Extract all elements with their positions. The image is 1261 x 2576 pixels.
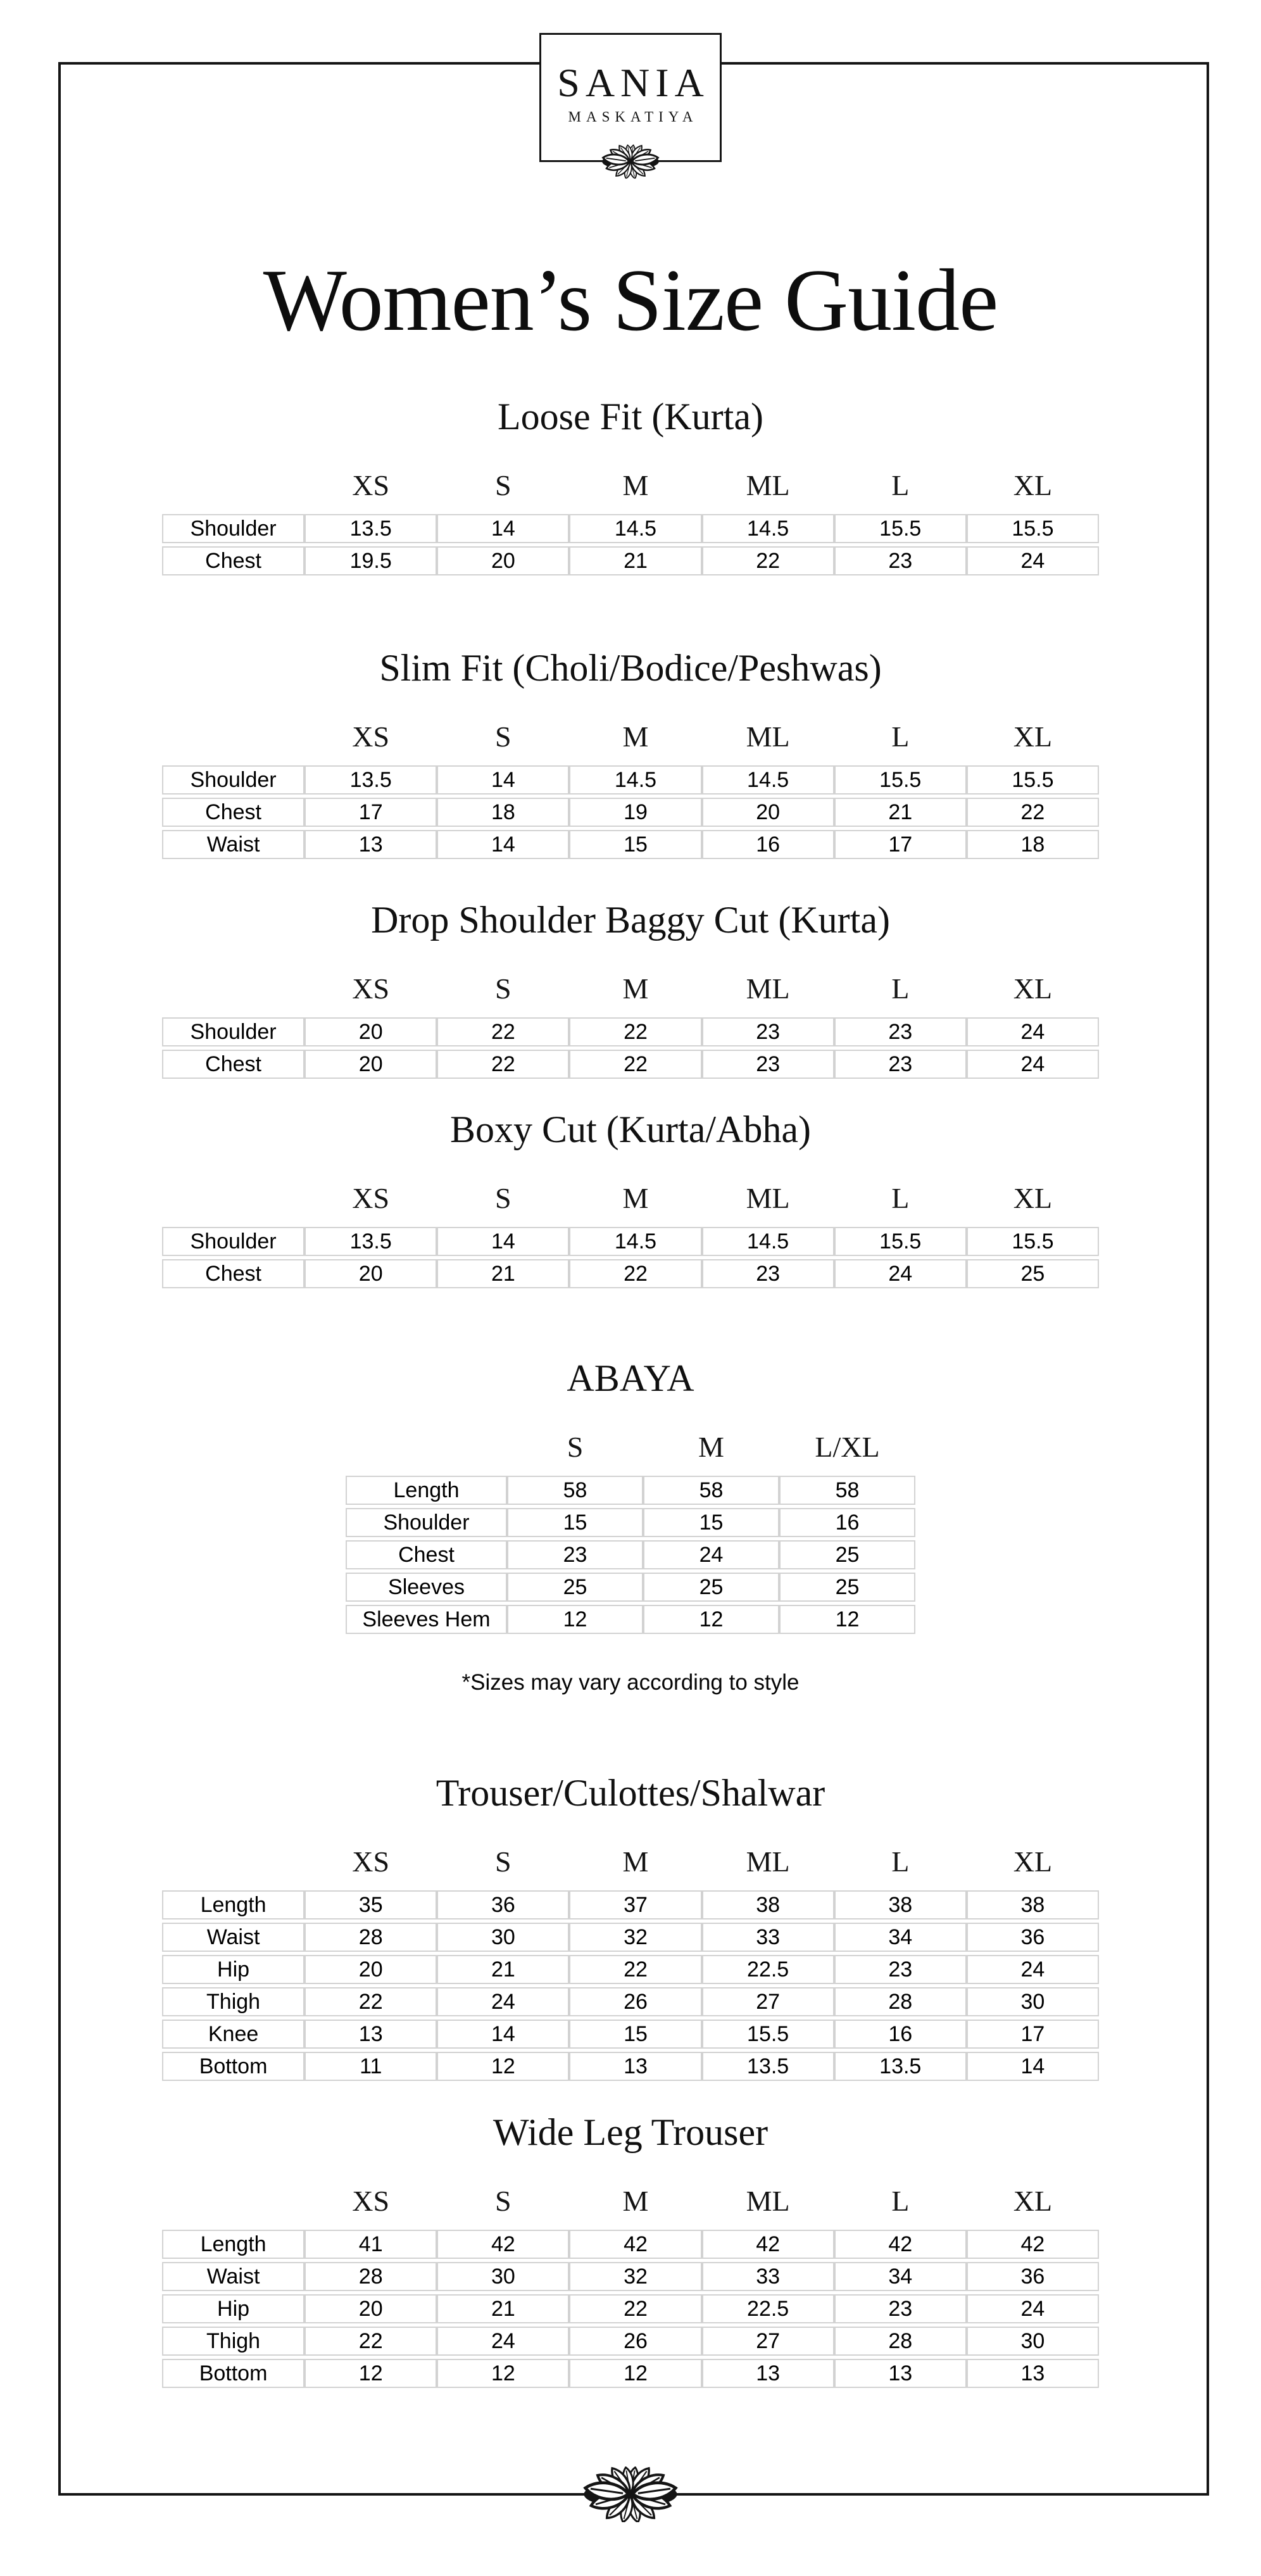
column-header: L [891, 972, 910, 1005]
size-value: 14.5 [702, 514, 834, 543]
table-row [162, 1987, 1099, 2016]
column-header: M [622, 1182, 649, 1214]
table-row [162, 2020, 1099, 2049]
size-value: 13.5 [834, 2052, 967, 2081]
size-value: 13 [304, 2020, 437, 2049]
size-header-row [162, 1844, 1099, 1887]
size-value: 20 [304, 1259, 437, 1288]
row-label: Shoulder [162, 1017, 304, 1046]
size-value: 14 [437, 830, 569, 859]
table-row [162, 546, 1099, 575]
size-value: 25 [643, 1573, 779, 1602]
size-value: 14.5 [569, 1227, 701, 1256]
size-value: 38 [702, 1890, 834, 1919]
row-label: Length [162, 1890, 304, 1919]
size-value: 20 [304, 1050, 437, 1079]
size-value: 12 [779, 1605, 915, 1634]
size-value: 23 [507, 1540, 643, 1569]
size-value: 23 [834, 2294, 967, 2323]
size-value: 42 [967, 2230, 1099, 2259]
size-value: 25 [779, 1573, 915, 1602]
column-header: S [495, 720, 511, 753]
size-value: 18 [437, 798, 569, 827]
size-value: 12 [507, 1605, 643, 1634]
size-value: 13.5 [304, 1227, 437, 1256]
column-header: L [891, 2185, 910, 2217]
size-value: 15 [569, 2020, 701, 2049]
header-spacer-cell [162, 1181, 304, 1224]
column-header: M [622, 1845, 649, 1878]
row-label: Sleeves [346, 1573, 507, 1602]
section-title: Drop Shoulder Baggy Cut (Kurta) [371, 899, 890, 941]
column-header: XS [352, 2185, 390, 2217]
size-value: 21 [437, 1259, 569, 1288]
row-label: Chest [162, 546, 304, 575]
laurel-ornament-icon [581, 144, 680, 179]
size-value: 42 [569, 2230, 701, 2259]
size-value: 28 [834, 2327, 967, 2356]
row-label: Shoulder [162, 765, 304, 795]
size-value: 12 [304, 2359, 437, 2388]
column-header: ML [746, 469, 790, 501]
size-header-row [162, 468, 1099, 511]
row-label: Thigh [162, 2327, 304, 2356]
size-value: 32 [569, 1923, 701, 1952]
size-value: 22 [569, 1955, 701, 1984]
row-label: Thigh [162, 1987, 304, 2016]
row-label: Chest [162, 798, 304, 827]
table-row [162, 765, 1099, 795]
size-value: 14 [967, 2052, 1099, 2081]
size-value: 23 [834, 1017, 967, 1046]
size-value: 16 [779, 1508, 915, 1537]
size-value: 14.5 [569, 514, 701, 543]
size-value: 16 [702, 830, 834, 859]
section-title: Loose Fit (Kurta) [498, 396, 763, 437]
table-row [162, 2230, 1099, 2259]
table-row [346, 1508, 915, 1537]
row-label: Knee [162, 2020, 304, 2049]
column-header: XL [1013, 1845, 1053, 1878]
column-header: XL [1013, 1182, 1053, 1214]
size-value: 58 [779, 1476, 915, 1505]
size-value: 28 [304, 2262, 437, 2291]
size-value: 24 [967, 546, 1099, 575]
size-value: 23 [702, 1259, 834, 1288]
size-value: 58 [507, 1476, 643, 1505]
size-value: 30 [437, 1923, 569, 1952]
column-header: M [622, 720, 649, 753]
size-section [0, 1355, 1261, 1697]
size-value: 24 [643, 1540, 779, 1569]
column-header: L [891, 469, 910, 501]
size-value: 16 [834, 2020, 967, 2049]
row-label: Bottom [162, 2359, 304, 2388]
row-label: Waist [162, 2262, 304, 2291]
size-value: 20 [304, 2294, 437, 2323]
size-value: 25 [967, 1259, 1099, 1288]
size-value: 37 [569, 1890, 701, 1919]
size-value: 41 [304, 2230, 437, 2259]
column-header: XL [1013, 469, 1053, 501]
size-value: 34 [834, 1923, 967, 1952]
row-label: Waist [162, 1923, 304, 1952]
size-table [162, 2180, 1099, 2391]
page-title: Women’s Size Guide [263, 251, 998, 349]
size-header-row [162, 2183, 1099, 2227]
size-value: 20 [304, 1955, 437, 1984]
size-value: 13 [834, 2359, 967, 2388]
size-value: 21 [569, 546, 701, 575]
section-title: Slim Fit (Choli/Bodice/Peshwas) [379, 647, 882, 689]
sizes-note: *Sizes may vary according to style [461, 1670, 800, 1695]
column-header: XS [352, 469, 390, 501]
size-header-row [162, 719, 1099, 762]
size-value: 14 [437, 765, 569, 795]
header-spacer-cell [162, 971, 304, 1014]
size-value: 24 [834, 1259, 967, 1288]
size-value: 24 [967, 2294, 1099, 2323]
size-value: 22.5 [702, 2294, 834, 2323]
size-table [346, 1426, 915, 1637]
size-value: 42 [702, 2230, 834, 2259]
column-header: L [891, 720, 910, 753]
size-table [162, 968, 1099, 1082]
size-value: 13 [967, 2359, 1099, 2388]
section-title: Boxy Cut (Kurta/Abha) [450, 1109, 811, 1150]
size-value: 32 [569, 2262, 701, 2291]
column-header: ML [746, 2185, 790, 2217]
size-header-row [162, 971, 1099, 1014]
size-value: 13.5 [304, 765, 437, 795]
table-row [162, 830, 1099, 859]
size-section [0, 2109, 1261, 2391]
size-value: 12 [569, 2359, 701, 2388]
size-value: 15.5 [967, 765, 1099, 795]
size-value: 15.5 [702, 2020, 834, 2049]
brand-name: SANIA [557, 60, 710, 105]
table-row [346, 1605, 915, 1634]
table-row [162, 2359, 1099, 2388]
size-value: 26 [569, 1987, 701, 2016]
size-value: 30 [967, 1987, 1099, 2016]
row-label: Shoulder [346, 1508, 507, 1537]
row-label: Hip [162, 1955, 304, 1984]
section-title: Wide Leg Trouser [492, 2111, 769, 2153]
column-header: S [495, 1182, 511, 1214]
size-value: 36 [967, 1923, 1099, 1952]
column-header: XS [352, 972, 390, 1005]
size-value: 17 [967, 2020, 1099, 2049]
size-value: 13 [702, 2359, 834, 2388]
size-value: 27 [702, 2327, 834, 2356]
table-row [162, 1227, 1099, 1256]
size-value: 33 [702, 2262, 834, 2291]
size-value: 28 [834, 1987, 967, 2016]
section-title: Trouser/Culottes/Shalwar [436, 1772, 825, 1814]
size-value: 38 [967, 1890, 1099, 1919]
column-header: M [622, 972, 649, 1005]
size-value: 30 [967, 2327, 1099, 2356]
size-value: 20 [702, 798, 834, 827]
size-table [162, 1178, 1099, 1291]
size-value: 13.5 [702, 2052, 834, 2081]
table-row [346, 1573, 915, 1602]
size-value: 20 [437, 546, 569, 575]
size-value: 22 [304, 2327, 437, 2356]
size-value: 24 [437, 1987, 569, 2016]
column-header: ML [746, 1182, 790, 1214]
size-value: 14 [437, 2020, 569, 2049]
size-value: 21 [437, 1955, 569, 1984]
size-value: 24 [967, 1050, 1099, 1079]
column-header: S [567, 1431, 584, 1463]
size-value: 20 [304, 1017, 437, 1046]
table-row [162, 798, 1099, 827]
size-table [162, 465, 1099, 579]
size-value: 11 [304, 2052, 437, 2081]
size-value: 15.5 [834, 765, 967, 795]
size-section [0, 645, 1261, 862]
table-row [162, 1890, 1099, 1919]
table-row [162, 2262, 1099, 2291]
size-value: 12 [437, 2359, 569, 2388]
section-title: ABAYA [567, 1357, 694, 1399]
column-header: XS [352, 1182, 390, 1214]
size-value: 25 [779, 1540, 915, 1569]
column-header: XL [1013, 720, 1053, 753]
size-value: 15 [643, 1508, 779, 1537]
table-row [162, 1955, 1099, 1984]
size-value: 23 [702, 1050, 834, 1079]
size-value: 15.5 [967, 1227, 1099, 1256]
size-section [0, 897, 1261, 1082]
size-section [0, 394, 1261, 579]
size-value: 15.5 [834, 1227, 967, 1256]
size-value: 22 [437, 1017, 569, 1046]
table-row [346, 1540, 915, 1569]
column-header: ML [746, 720, 790, 753]
size-value: 26 [569, 2327, 701, 2356]
row-label: Bottom [162, 2052, 304, 2081]
column-header: ML [746, 1845, 790, 1878]
row-label: Length [346, 1476, 507, 1505]
size-value: 19 [569, 798, 701, 827]
table-row [346, 1476, 915, 1505]
brand-subname: MASKATIYA [568, 109, 698, 125]
row-label: Sleeves Hem [346, 1605, 507, 1634]
size-value: 22 [569, 2294, 701, 2323]
table-row [162, 1259, 1099, 1288]
column-header: L [891, 1182, 910, 1214]
column-header: S [495, 972, 511, 1005]
size-value: 14.5 [702, 765, 834, 795]
size-value: 33 [702, 1923, 834, 1952]
table-row [162, 2294, 1099, 2323]
size-value: 23 [834, 546, 967, 575]
size-value: 30 [437, 2262, 569, 2291]
size-value: 35 [304, 1890, 437, 1919]
size-value: 22 [967, 798, 1099, 827]
row-label: Chest [162, 1259, 304, 1288]
size-value: 22 [304, 1987, 437, 2016]
size-table [162, 716, 1099, 862]
size-value: 18 [967, 830, 1099, 859]
column-header: S [495, 1845, 511, 1878]
header-spacer-cell [162, 2183, 304, 2227]
size-header-row [162, 1181, 1099, 1224]
size-value: 42 [834, 2230, 967, 2259]
size-value: 15.5 [967, 514, 1099, 543]
size-value: 24 [967, 1955, 1099, 1984]
size-value: 14 [437, 1227, 569, 1256]
size-value: 14 [437, 514, 569, 543]
size-value: 13 [304, 830, 437, 859]
row-label: Chest [162, 1050, 304, 1079]
laurel-ornament-icon [549, 2466, 712, 2522]
size-value: 12 [437, 2052, 569, 2081]
size-value: 15.5 [834, 514, 967, 543]
row-label: Chest [346, 1540, 507, 1569]
size-value: 22 [437, 1050, 569, 1079]
size-table [162, 1841, 1099, 2084]
size-sections [0, 394, 1261, 2391]
table-row [162, 1050, 1099, 1079]
size-value: 14.5 [569, 765, 701, 795]
size-value: 23 [702, 1017, 834, 1046]
size-value: 19.5 [304, 546, 437, 575]
table-row [162, 2052, 1099, 2081]
column-header: S [495, 2185, 511, 2217]
row-label: Shoulder [162, 514, 304, 543]
column-header: S [495, 469, 511, 501]
size-value: 12 [643, 1605, 779, 1634]
size-header-row [346, 1429, 915, 1473]
table-row [162, 1923, 1099, 1952]
row-label: Shoulder [162, 1227, 304, 1256]
row-label: Length [162, 2230, 304, 2259]
size-value: 13 [569, 2052, 701, 2081]
table-row [162, 2327, 1099, 2356]
column-header: XL [1013, 2185, 1053, 2217]
size-value: 17 [834, 830, 967, 859]
table-row [162, 1017, 1099, 1046]
size-value: 14.5 [702, 1227, 834, 1256]
size-value: 22 [702, 546, 834, 575]
size-value: 21 [834, 798, 967, 827]
size-value: 13.5 [304, 514, 437, 543]
size-value: 34 [834, 2262, 967, 2291]
size-value: 28 [304, 1923, 437, 1952]
size-value: 22 [569, 1017, 701, 1046]
column-header: M [622, 2185, 649, 2217]
size-value: 21 [437, 2294, 569, 2323]
size-value: 24 [437, 2327, 569, 2356]
row-label: Waist [162, 830, 304, 859]
size-value: 22 [569, 1050, 701, 1079]
column-header: L/XL [815, 1431, 880, 1463]
column-header: ML [746, 972, 790, 1005]
size-value: 36 [437, 1890, 569, 1919]
header-spacer-cell [162, 1844, 304, 1887]
column-header: M [622, 469, 649, 501]
size-value: 22 [569, 1259, 701, 1288]
size-value: 22.5 [702, 1955, 834, 1984]
size-value: 42 [437, 2230, 569, 2259]
size-value: 23 [834, 1050, 967, 1079]
size-value: 24 [967, 1017, 1099, 1046]
size-value: 15 [507, 1508, 643, 1537]
header-spacer-cell [162, 468, 304, 511]
brand-logo [539, 33, 722, 162]
header-spacer-cell [162, 719, 304, 762]
size-value: 58 [643, 1476, 779, 1505]
size-value: 23 [834, 1955, 967, 1984]
size-value: 25 [507, 1573, 643, 1602]
size-value: 15 [569, 830, 701, 859]
size-value: 38 [834, 1890, 967, 1919]
column-header: L [891, 1845, 910, 1878]
header-spacer-cell [346, 1429, 507, 1473]
row-label: Hip [162, 2294, 304, 2323]
size-value: 27 [702, 1987, 834, 2016]
column-header: M [698, 1431, 724, 1463]
size-value: 36 [967, 2262, 1099, 2291]
column-header: XS [352, 720, 390, 753]
table-row [162, 514, 1099, 543]
column-header: XL [1013, 972, 1053, 1005]
size-section [0, 1770, 1261, 2084]
size-section [0, 1107, 1261, 1291]
column-header: XS [352, 1845, 390, 1878]
size-value: 17 [304, 798, 437, 827]
